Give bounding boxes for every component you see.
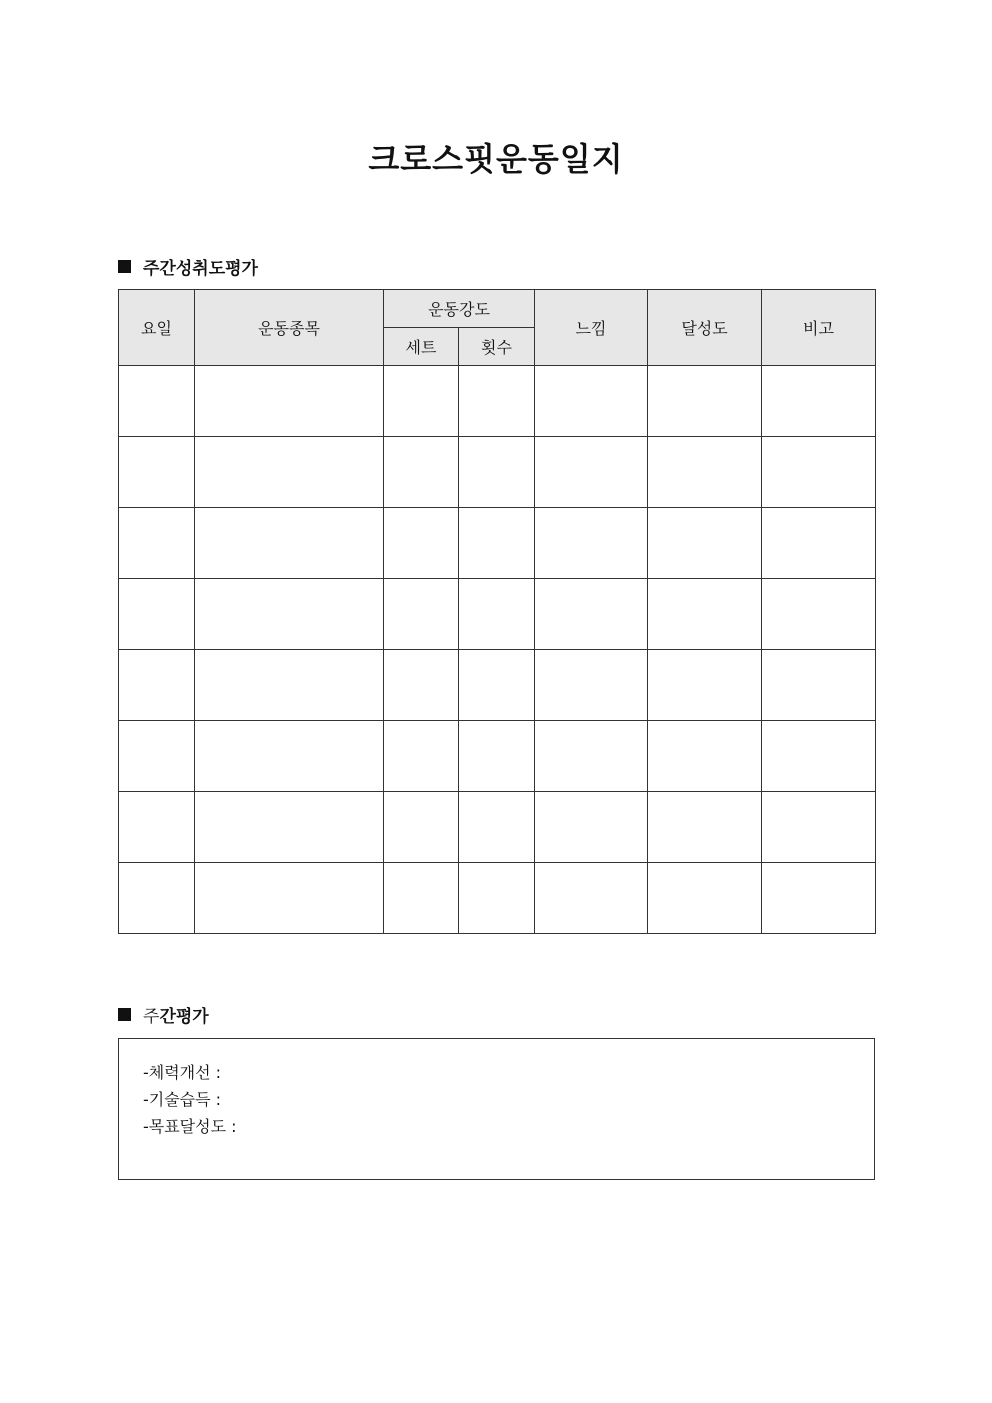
evaluation-line-skill: -기술습득 : bbox=[143, 1090, 222, 1109]
cell-reps[interactable] bbox=[459, 863, 535, 934]
header-feeling: 느낌 bbox=[535, 290, 648, 366]
cell-reps[interactable] bbox=[459, 579, 535, 650]
log-table-body bbox=[119, 366, 876, 934]
cell-sets[interactable] bbox=[384, 508, 459, 579]
cell-exercise[interactable] bbox=[195, 792, 384, 863]
table-row bbox=[119, 650, 876, 721]
cell-day[interactable] bbox=[119, 366, 195, 437]
cell-day[interactable] bbox=[119, 863, 195, 934]
cell-notes[interactable] bbox=[762, 721, 876, 792]
cell-notes[interactable] bbox=[762, 863, 876, 934]
section-heading-label-part2: 간평가 bbox=[159, 1007, 209, 1027]
cell-achievement[interactable] bbox=[648, 721, 762, 792]
cell-reps[interactable] bbox=[459, 508, 535, 579]
table-row bbox=[119, 792, 876, 863]
evaluation-lines bbox=[143, 1059, 237, 1140]
cell-exercise[interactable] bbox=[195, 579, 384, 650]
header-reps: 횟수 bbox=[459, 328, 535, 366]
square-bullet-icon bbox=[118, 1008, 131, 1021]
cell-achievement[interactable] bbox=[648, 792, 762, 863]
cell-achievement[interactable] bbox=[648, 508, 762, 579]
cell-day[interactable] bbox=[119, 650, 195, 721]
cell-reps[interactable] bbox=[459, 366, 535, 437]
cell-exercise[interactable] bbox=[195, 437, 384, 508]
cell-feeling[interactable] bbox=[535, 792, 648, 863]
section-heading-label: 주간성취도평가 bbox=[143, 259, 258, 279]
exercise-log-table bbox=[118, 289, 876, 934]
cell-notes[interactable] bbox=[762, 366, 876, 437]
evaluation-line-fitness: -체력개선 : bbox=[143, 1063, 222, 1082]
cell-sets[interactable] bbox=[384, 437, 459, 508]
section-heading-label-part1: 주 bbox=[143, 1007, 160, 1027]
cell-notes[interactable] bbox=[762, 508, 876, 579]
evaluation-line-goal: -목표달성도 : bbox=[143, 1117, 237, 1136]
cell-sets[interactable] bbox=[384, 579, 459, 650]
table-row bbox=[119, 721, 876, 792]
cell-day[interactable] bbox=[119, 579, 195, 650]
cell-reps[interactable] bbox=[459, 437, 535, 508]
cell-notes[interactable] bbox=[762, 437, 876, 508]
cell-feeling[interactable] bbox=[535, 437, 648, 508]
page-title: 크로스핏운동일지 bbox=[368, 140, 624, 178]
cell-sets[interactable] bbox=[384, 650, 459, 721]
cell-sets[interactable] bbox=[384, 721, 459, 792]
cell-sets[interactable] bbox=[384, 863, 459, 934]
cell-feeling[interactable] bbox=[535, 366, 648, 437]
cell-sets[interactable] bbox=[384, 366, 459, 437]
header-achievement: 달성도 bbox=[648, 290, 762, 366]
header-exercise: 운동종목 bbox=[195, 290, 384, 366]
cell-exercise[interactable] bbox=[195, 508, 384, 579]
cell-day[interactable] bbox=[119, 437, 195, 508]
cell-notes[interactable] bbox=[762, 579, 876, 650]
cell-sets[interactable] bbox=[384, 792, 459, 863]
header-intensity: 운동강도 bbox=[384, 290, 535, 328]
cell-notes[interactable] bbox=[762, 792, 876, 863]
cell-exercise[interactable] bbox=[195, 650, 384, 721]
cell-reps[interactable] bbox=[459, 650, 535, 721]
cell-feeling[interactable] bbox=[535, 721, 648, 792]
cell-achievement[interactable] bbox=[648, 863, 762, 934]
table-row bbox=[119, 863, 876, 934]
table-row bbox=[119, 508, 876, 579]
cell-feeling[interactable] bbox=[535, 508, 648, 579]
weekly-evaluation-box[interactable] bbox=[118, 1038, 875, 1180]
cell-feeling[interactable] bbox=[535, 579, 648, 650]
table-row bbox=[119, 437, 876, 508]
cell-notes[interactable] bbox=[762, 650, 876, 721]
cell-exercise[interactable] bbox=[195, 721, 384, 792]
cell-day[interactable] bbox=[119, 792, 195, 863]
cell-reps[interactable] bbox=[459, 792, 535, 863]
cell-achievement[interactable] bbox=[648, 579, 762, 650]
cell-exercise[interactable] bbox=[195, 863, 384, 934]
cell-achievement[interactable] bbox=[648, 650, 762, 721]
cell-feeling[interactable] bbox=[535, 863, 648, 934]
header-notes: 비고 bbox=[762, 290, 876, 366]
section-heading-weekly-evaluation bbox=[118, 1002, 209, 1027]
section-heading-weekly-achievement bbox=[118, 254, 258, 279]
table-row bbox=[119, 579, 876, 650]
cell-reps[interactable] bbox=[459, 721, 535, 792]
header-day: 요일 bbox=[119, 290, 195, 366]
cell-exercise[interactable] bbox=[195, 366, 384, 437]
table-row bbox=[119, 366, 876, 437]
cell-achievement[interactable] bbox=[648, 366, 762, 437]
header-sets: 세트 bbox=[384, 328, 459, 366]
cell-day[interactable] bbox=[119, 508, 195, 579]
cell-day[interactable] bbox=[119, 721, 195, 792]
cell-feeling[interactable] bbox=[535, 650, 648, 721]
cell-achievement[interactable] bbox=[648, 437, 762, 508]
square-bullet-icon bbox=[118, 260, 131, 273]
